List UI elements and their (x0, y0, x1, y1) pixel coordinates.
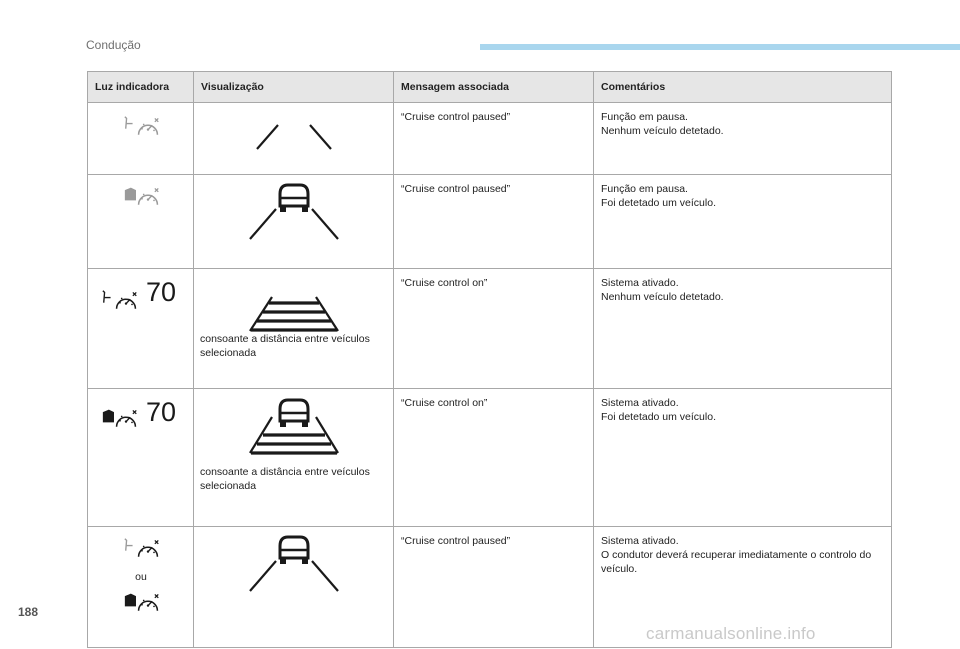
header-message: Mensagem associada (394, 72, 594, 103)
display-cell (194, 527, 394, 648)
table-row (88, 175, 892, 269)
comments-cell (594, 389, 892, 527)
comment-line: Sistema ativado. (601, 397, 679, 409)
display-note (200, 465, 390, 493)
display-note (200, 332, 390, 360)
message-cell: “Cruise control on” (394, 269, 594, 389)
message-cell: “Cruise control paused” (394, 103, 594, 175)
indicator-cell (88, 527, 194, 648)
indicator-cell (88, 175, 194, 269)
alternative-label: ou (135, 571, 147, 583)
indicator-cell (88, 389, 194, 527)
cruise-control-vehicle-icon (124, 589, 160, 617)
watermark: carmanualsonline.info (646, 624, 816, 643)
section-header-bar (480, 44, 960, 50)
comment-line: Função em pausa. (601, 111, 688, 123)
display-cell (194, 175, 394, 269)
comment-line: Foi detetado um veículo. (601, 411, 716, 423)
set-speed-value: 70 (146, 277, 177, 307)
header-indicator-light: Luz indicadora (88, 72, 194, 103)
display-note-line: selecionada (200, 480, 257, 492)
table-row (88, 103, 892, 175)
comment-line: Nenhum veículo detetado. (601, 291, 724, 303)
indicator-cell (88, 103, 194, 175)
header-comments: Comentários (594, 72, 892, 103)
comments-cell (594, 175, 892, 269)
comments-cell (594, 103, 892, 175)
comment-line: O condutor deverá recuperar imediatamente o controlo do veículo. (601, 549, 872, 575)
indicator-cell (88, 269, 194, 389)
display-cell (194, 389, 394, 527)
page-number: 188 (18, 605, 39, 619)
table-header-row (88, 72, 892, 103)
comment-line: Foi detetado um veículo. (601, 197, 716, 209)
cruise-control-outline-icon (124, 535, 160, 563)
lanes-with-distance-bars-and-vehicle-icon (194, 395, 394, 465)
display-cell (194, 269, 394, 389)
set-speed-value: 70 (146, 397, 177, 427)
comments-cell (594, 269, 892, 389)
display-note-line: consoante a distância entre veículos (200, 466, 370, 478)
lanes-with-vehicle-icon (194, 527, 394, 606)
table-row (88, 389, 892, 527)
table-row (88, 269, 892, 389)
comment-line: Sistema ativado. (601, 277, 679, 289)
section-title: Condução (86, 38, 141, 52)
lane-lines-icon (194, 103, 394, 160)
cruise-control-outline-icon (102, 287, 138, 315)
display-cell (194, 103, 394, 175)
comment-line: Sistema ativado. (601, 535, 679, 547)
lanes-with-vehicle-icon (194, 175, 394, 254)
cruise-control-vehicle-icon (124, 183, 160, 211)
cruise-control-indicator-table (87, 71, 892, 648)
comment-line: Função em pausa. (601, 183, 688, 195)
header-display: Visualização (194, 72, 394, 103)
cruise-control-vehicle-icon (102, 405, 138, 433)
display-note-line: selecionada (200, 347, 257, 359)
comment-line: Nenhum veículo detetado. (601, 125, 724, 137)
message-cell: “Cruise control paused” (394, 527, 594, 648)
display-note-line: consoante a distância entre veículos (200, 333, 370, 345)
cruise-control-outline-icon (124, 113, 160, 141)
message-cell: “Cruise control paused” (394, 175, 594, 269)
message-cell: “Cruise control on” (394, 389, 594, 527)
